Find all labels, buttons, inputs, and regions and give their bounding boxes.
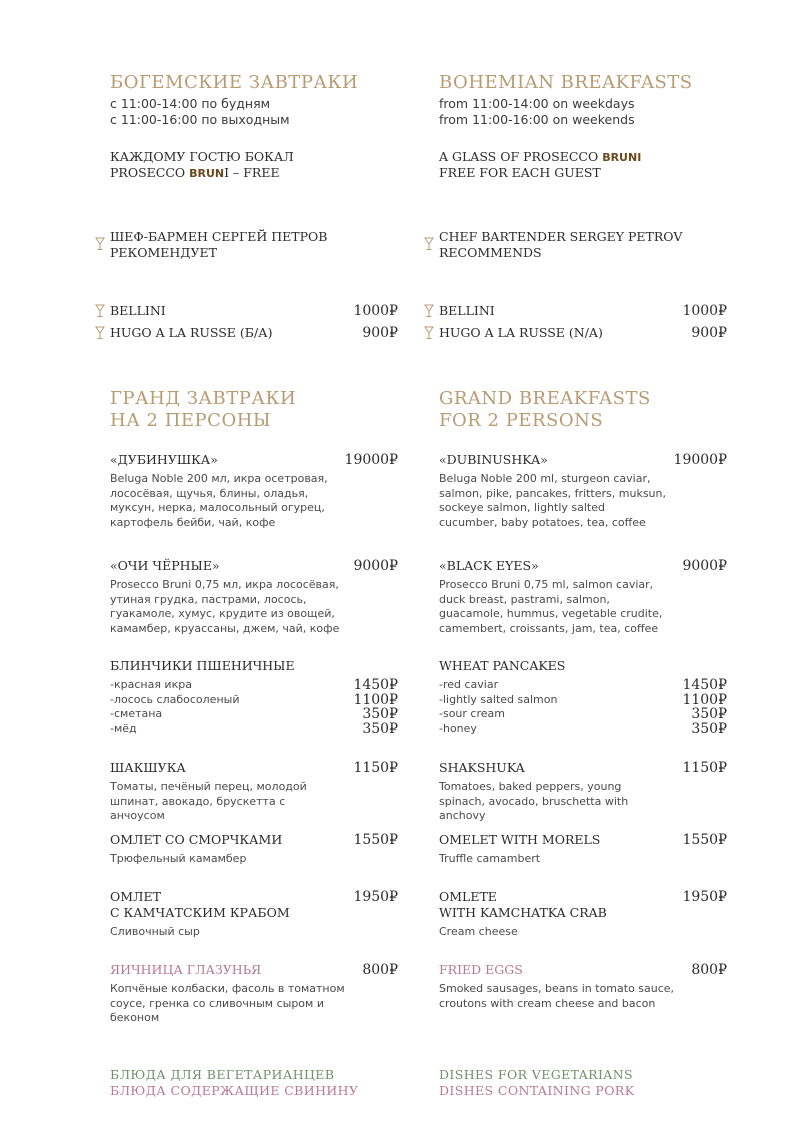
menu-item-dubinushka (439, 452, 727, 530)
menu-item-omelet-crab (110, 889, 398, 940)
chef-line: CHEF BARTENDER SERGEY PETROV (439, 229, 683, 244)
promo-line (439, 149, 727, 166)
item-price: 1150₽ (353, 760, 398, 776)
option-price: 350₽ (691, 706, 727, 722)
option-name: -мёд (110, 721, 137, 735)
promo-line: КАЖДОМУ ГОСТЮ БОКАЛ (110, 149, 294, 164)
item-name: HUGO A LA RUSSE (Б/А) (110, 325, 273, 340)
option-price: 350₽ (362, 706, 398, 722)
item-price: 9000₽ (682, 558, 727, 574)
section-title: ГРАНД ЗАВТРАКИ (110, 388, 297, 409)
item-name-line2: WITH KAMCHATKA CRAB (439, 905, 607, 920)
item-price: 1150₽ (682, 760, 727, 776)
promo-text: A GLASS OF PROSECCO (439, 149, 603, 164)
pancake-option (439, 707, 727, 722)
menu-item-dubinushka (110, 452, 398, 530)
pancake-option (110, 722, 398, 737)
item-name: ШАКШУКА (110, 760, 186, 775)
glass-icon (424, 326, 434, 340)
chef-recommendation (439, 229, 727, 261)
item-price: 19000₽ (344, 452, 398, 468)
pancake-option (110, 693, 398, 708)
item-name: ЯИЧНИЦА ГЛАЗУНЬЯ (110, 962, 262, 977)
item-description: Томаты, печёный перец, молодой шпинат, авокадо, брускетта с анчоусом (110, 780, 307, 822)
item-price: 19000₽ (673, 452, 727, 468)
item-name: BELLINI (439, 303, 495, 318)
item-name: HUGO A LA RUSSE (N/A) (439, 325, 603, 340)
pancake-option (439, 678, 727, 693)
menu-item-fried-eggs (110, 962, 398, 1026)
item-price: 1950₽ (353, 889, 398, 905)
item-description: Smoked sausages, beans in tomato sauce, croutons with cream cheese and bacon (439, 982, 675, 1010)
item-name-line2: С КАМЧАТСКИМ КРАБОМ (110, 905, 290, 920)
brand-name: BRUNI (602, 151, 642, 164)
item-description: Prosecco Bruni 0,75 мл, икра лососёвая, утиная грудка, пастрами, лосось, гуакамоле, хумус, крудите из овощей, камамбер, круассаны, джем, чай, кофе (110, 578, 340, 635)
item-price: 800₽ (362, 962, 398, 978)
drink-item (110, 325, 398, 341)
item-price: 1950₽ (682, 889, 727, 905)
option-name: -sour cream (439, 707, 505, 720)
option-name: -honey (439, 721, 477, 735)
promo-text: PROSECCO (110, 165, 190, 180)
option-name: -red caviar (439, 678, 499, 691)
hours-weekdays: from 11:00-14:00 on weekdays (439, 96, 635, 111)
option-price: 1450₽ (682, 677, 727, 693)
drink-item (439, 303, 727, 319)
chef-line: РЕКОМЕНДУЕТ (110, 245, 217, 260)
menu-item-black-eyes (439, 558, 727, 636)
hours-weekends: from 11:00-16:00 on weekends (439, 112, 635, 127)
item-description: Beluga Noble 200 мл, икра осетровая, лососёвая, щучья, блины, оладья, муксун, нерка, малосольный огурец, картофель бейби, чай, кофе (110, 472, 328, 529)
legend-vegetarian: DISHES FOR VEGETARIANS (439, 1067, 634, 1082)
section-title: БОГЕМСКИЕ ЗАВТРАКИ (110, 72, 359, 93)
menu-item-pancakes (439, 658, 727, 736)
item-price: 900₽ (362, 325, 398, 341)
item-name: «ОЧИ ЧЁРНЫЕ» (110, 558, 220, 573)
promo-line (110, 165, 398, 182)
promo-line: FREE FOR EACH GUEST (439, 165, 601, 180)
item-description: Prosecco Bruni 0,75 ml, salmon caviar, duck breast, pastrami, salmon, guacamole, hummus, vegetable crudite, camembert, croissants, jam, tea, coffee (439, 578, 663, 635)
item-name: ОМЛЕТ (110, 889, 161, 904)
menu-item-black-eyes (110, 558, 398, 636)
pancake-option (439, 722, 727, 737)
pancake-option (110, 678, 398, 693)
item-name: BELLINI (110, 303, 166, 318)
option-price: 1450₽ (353, 677, 398, 693)
item-name: SHAKSHUKA (439, 760, 525, 775)
legend-pork: БЛЮДА СОДЕРЖАЩИЕ СВИНИНУ (110, 1083, 359, 1098)
hours-weekends: с 11:00-16:00 по выходным (110, 112, 290, 127)
chef-line: RECOMMENDS (439, 245, 542, 260)
section-title: GRAND BREAKFASTS (439, 388, 651, 409)
item-price: 9000₽ (353, 558, 398, 574)
item-price: 1000₽ (353, 303, 398, 319)
item-price: 1550₽ (353, 832, 398, 848)
glass-icon (95, 326, 105, 340)
item-description: Beluga Noble 200 ml, sturgeon caviar, salmon, pike, pancakes, fritters, muksun, sockeye salmon, lightly salted cucumber, baby potatoes, tea, coffee (439, 472, 666, 529)
section-title: BOHEMIAN BREAKFASTS (439, 72, 693, 93)
item-name: «ДУБИНУШКА» (110, 452, 218, 467)
item-description: Копчёные колбаски, фасоль в томатном соусе, гренка со сливочным сыром и беконом (110, 982, 345, 1024)
option-price: 1100₽ (353, 691, 398, 708)
option-price: 1100₽ (682, 691, 727, 708)
option-name: -красная икра (110, 678, 192, 691)
item-name: «DUBINUSHKA» (439, 452, 548, 467)
glass-icon (424, 304, 434, 318)
chef-recommendation (110, 229, 398, 261)
item-name: «BLACK EYES» (439, 558, 539, 573)
drink-item (110, 303, 398, 319)
section-title: FOR 2 PERSONS (439, 410, 604, 431)
legend-pork: DISHES CONTAINING PORK (439, 1083, 635, 1098)
menu-item-shakshuka (439, 760, 727, 824)
item-description: Трюфельный камамбер (110, 852, 247, 865)
item-description: Truffle camambert (439, 852, 541, 865)
option-price: 350₽ (691, 720, 727, 737)
item-description: Сливочный сыр (110, 925, 200, 938)
item-name: OMLETE (439, 889, 497, 904)
item-price: 1000₽ (682, 303, 727, 319)
menu-item-shakshuka (110, 760, 398, 824)
pancake-option (110, 707, 398, 722)
glass-icon (424, 237, 434, 251)
item-name: OMELET WITH MORELS (439, 832, 601, 847)
item-price: 1550₽ (682, 832, 727, 848)
item-name: ОМЛЕТ СО СМОРЧКАМИ (110, 832, 283, 847)
menu-item-omelet-crab (439, 889, 727, 940)
promo-text: I – FREE (224, 165, 280, 180)
menu-item-fried-eggs (439, 962, 727, 1011)
legend-vegetarian: БЛЮДА ДЛЯ ВЕГЕТАРИАНЦЕВ (110, 1067, 335, 1082)
section-title: НА 2 ПЕРСОНЫ (110, 410, 272, 431)
option-name: -lightly salted salmon (439, 692, 558, 706)
item-name: WHEAT PANCAKES (439, 658, 566, 673)
brand-name: BRUN (189, 167, 225, 180)
drink-item (439, 325, 727, 341)
item-name: БЛИНЧИКИ ПШЕНИЧНЫЕ (110, 658, 295, 673)
option-name: -сметана (110, 707, 163, 720)
hours-weekdays: с 11:00-14:00 по будням (110, 96, 271, 111)
item-description: Tomatoes, baked peppers, young spinach, avocado, bruschetta with anchovy (439, 780, 629, 822)
item-name: FRIED EGGS (439, 962, 523, 977)
option-price: 350₽ (362, 720, 398, 737)
item-price: 800₽ (691, 962, 727, 978)
menu-item-omelet-morels (110, 832, 398, 867)
item-price: 900₽ (691, 325, 727, 341)
glass-icon (95, 304, 105, 318)
glass-icon (95, 237, 105, 251)
item-description: Cream cheese (439, 925, 518, 938)
menu-item-pancakes (110, 658, 398, 736)
chef-line: ШЕФ-БАРМЕН СЕРГЕЙ ПЕТРОВ (110, 229, 328, 244)
pancake-option (439, 693, 727, 708)
menu-item-omelet-morels (439, 832, 727, 867)
option-name: -лосось слабосоленый (110, 692, 240, 706)
